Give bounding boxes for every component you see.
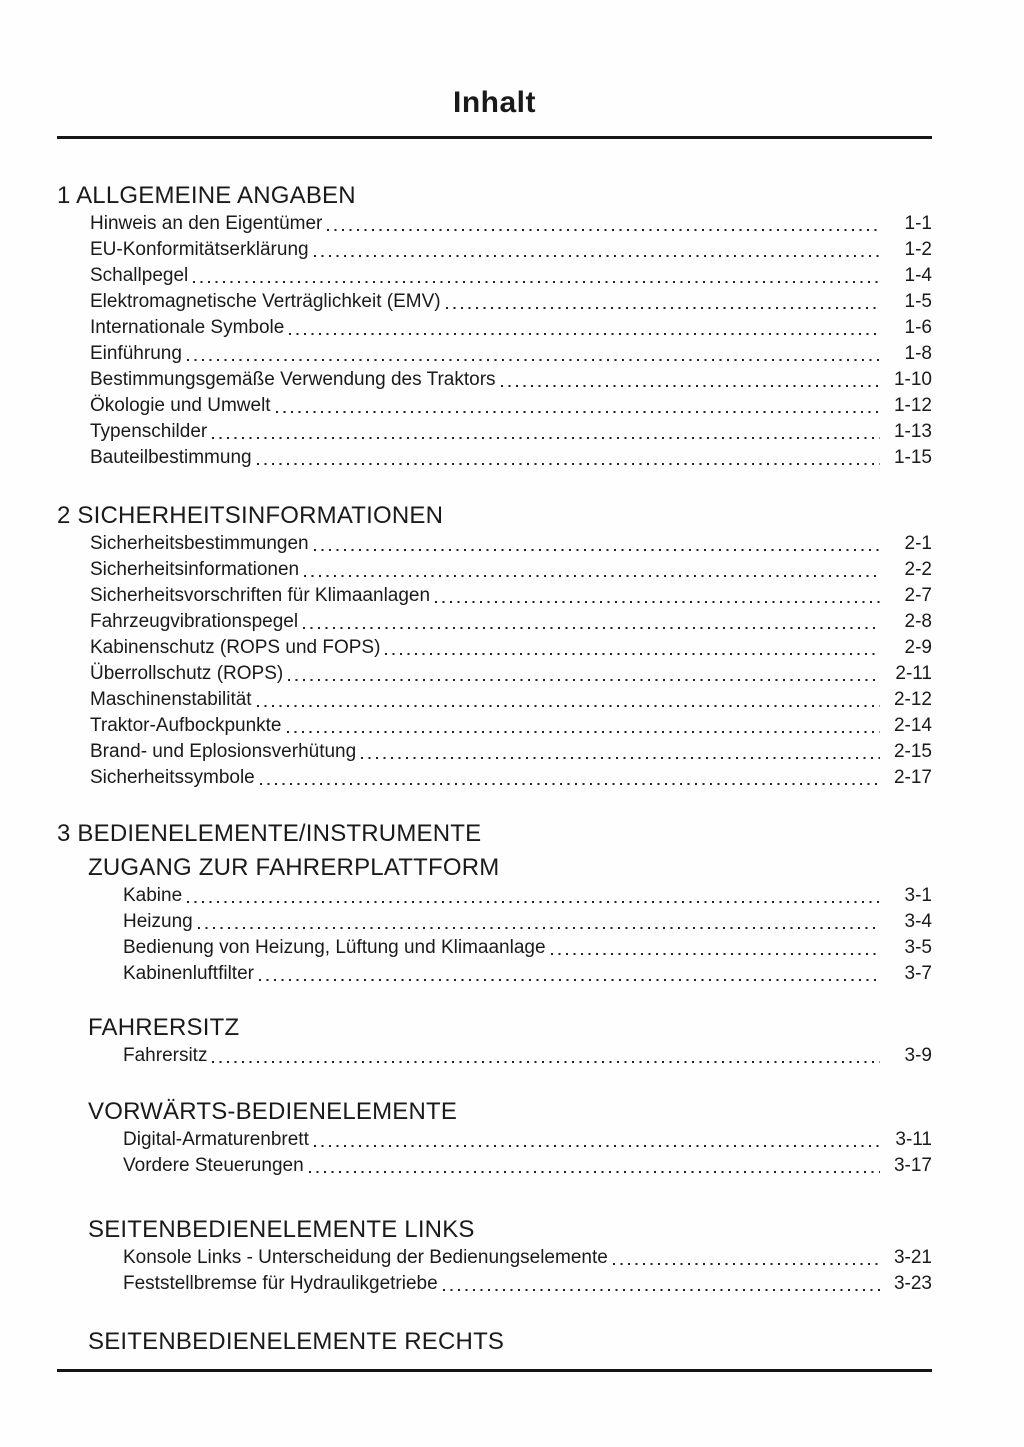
dot-leader [276, 411, 880, 413]
dot-leader [385, 653, 880, 655]
dot-leader [551, 953, 880, 955]
toc-entry [57, 557, 932, 583]
toc-entry-label: Hinweis an den Eigentümer [90, 213, 323, 234]
toc-entry [57, 263, 932, 289]
dot-leader [309, 1171, 880, 1173]
toc-section [57, 181, 932, 471]
dot-leader [314, 549, 880, 551]
toc-entry-label: Fahrzeugvibrationspegel [90, 611, 299, 632]
toc-entry-page: 3-11 [895, 1129, 932, 1150]
toc-entry-label: Sicherheitsinformationen [90, 559, 300, 580]
dot-leader [304, 575, 880, 577]
toc-entry-page: 1-4 [904, 265, 932, 286]
toc-entry-page: 3-5 [904, 937, 932, 958]
toc-entry [57, 583, 932, 609]
toc-entry-page: 2-15 [893, 741, 932, 762]
toc-entry [57, 393, 932, 419]
toc-entry-page: 3-9 [904, 1045, 932, 1066]
toc-entry-page: 2-12 [893, 689, 932, 710]
toc-entry [57, 289, 932, 315]
toc-entry-label: Schallpegel [90, 265, 189, 286]
dot-leader [260, 783, 880, 785]
page-title: Inhalt [453, 86, 536, 119]
toc-entry-label: Elektromagnetische Verträglichkeit (EMV) [90, 291, 441, 312]
section-heading: 3 BEDIENELEMENTE/INSTRUMENTE [57, 820, 482, 847]
toc-entry-page: 2-14 [893, 715, 932, 736]
toc-entry-label: Vordere Steuerungen [123, 1155, 304, 1176]
toc-entry-label: Internationale Symbole [90, 317, 285, 338]
toc-entry [57, 237, 932, 263]
dot-leader [443, 1289, 880, 1291]
toc-entry-label: Bauteilbestimmung [90, 447, 252, 468]
toc-entry-label: Digital-Armaturenbrett [123, 1129, 309, 1150]
toc-sections [57, 181, 932, 1357]
toc-entry [57, 713, 932, 739]
dot-leader [288, 679, 880, 681]
section-heading: SEITENBEDIENELEMENTE LINKS [88, 1216, 475, 1243]
toc-entry-label: Einführung [90, 343, 182, 364]
toc-entry-label: Sicherheitssymbole [90, 767, 255, 788]
toc-section [57, 1327, 932, 1357]
toc-entry-label: Sicherheitsvorschriften für Klimaanlagen [90, 585, 431, 606]
toc-entry-page: 3-21 [893, 1247, 932, 1268]
toc-entry-page: 2-8 [904, 611, 932, 632]
toc-entry-label: Kabinenluftfilter [123, 963, 254, 984]
section-heading: FAHRERSITZ [88, 1014, 240, 1041]
dot-leader [314, 1145, 880, 1147]
section-heading: 1 ALLGEMEINE ANGABEN [57, 182, 356, 209]
toc-entry-page: 2-1 [904, 533, 932, 554]
top-rule [57, 136, 932, 139]
toc-entry-page: 2-17 [893, 767, 932, 788]
toc-entry-label: Feststellbremse für Hydraulikgetriebe [123, 1273, 438, 1294]
dot-leader [187, 901, 880, 903]
toc-entry [57, 1271, 932, 1297]
toc-entry [57, 341, 932, 367]
toc-entry [57, 961, 932, 987]
toc-entry-page: 1-13 [893, 421, 932, 442]
toc-entry-page: 1-12 [893, 395, 932, 416]
toc-entry-label: Ökologie und Umwelt [90, 395, 271, 416]
section-heading: 2 SICHERHEITSINFORMATIONEN [57, 502, 444, 529]
toc-entry-page: 2-2 [904, 559, 932, 580]
toc-entry [57, 1245, 932, 1271]
toc-entry-label: Sicherheitsbestimmungen [90, 533, 309, 554]
dot-leader [327, 229, 880, 231]
toc-entry-label: Überrollschutz (ROPS) [90, 663, 284, 684]
toc-entry-page: 2-9 [904, 637, 932, 658]
toc-entry [57, 739, 932, 765]
toc-entry-label: Konsole Links - Unterscheidung der Bedienungselemente [123, 1247, 608, 1268]
toc-entry-label: Typenschilder [90, 421, 208, 442]
section-heading: VORWÄRTS-BEDIENELEMENTE [88, 1098, 458, 1125]
toc-entry [57, 661, 932, 687]
toc-entry [57, 445, 932, 471]
toc-section [57, 1013, 932, 1069]
toc-entry [57, 883, 932, 909]
toc-entry [57, 419, 932, 445]
toc-entry-label: Heizung [123, 911, 193, 932]
dot-leader [257, 463, 880, 465]
bottom-rule [57, 1369, 932, 1372]
toc-section [57, 501, 932, 791]
toc-entry-label: Brand- und Eplosionsverhütung [90, 741, 357, 762]
toc-entry-label: Bedienung von Heizung, Lüftung und Klimaanlage [123, 937, 546, 958]
toc-section [57, 819, 932, 849]
toc-entry-label: Kabinenschutz (ROPS und FOPS) [90, 637, 381, 658]
toc-entry-label: Maschinenstabilität [90, 689, 252, 710]
section-heading: SEITENBEDIENELEMENTE RECHTS [88, 1328, 505, 1355]
dot-leader [257, 705, 880, 707]
toc-entry [57, 635, 932, 661]
toc-entry [57, 609, 932, 635]
toc-entry-page: 2-7 [904, 585, 932, 606]
toc-entry-label: Kabine [123, 885, 183, 906]
section-heading: ZUGANG ZUR FAHRERPLATTFORM [88, 854, 500, 881]
toc-entry-page: 3-7 [904, 963, 932, 984]
dot-leader [303, 627, 880, 629]
toc-entry-label: Bestimmungsgemäße Verwendung des Traktors [90, 369, 496, 390]
dot-leader [193, 281, 880, 283]
dot-leader [187, 359, 880, 361]
dot-leader [613, 1263, 880, 1265]
toc-entry-page: 3-1 [904, 885, 932, 906]
toc-entry-page: 1-1 [904, 213, 932, 234]
toc-entry-page: 1-2 [904, 239, 932, 260]
toc-entry-page: 3-4 [904, 911, 932, 932]
toc-entry-page: 1-6 [904, 317, 932, 338]
toc-entry [57, 765, 932, 791]
toc-entry [57, 315, 932, 341]
toc-entry [57, 687, 932, 713]
toc-entry [57, 1043, 932, 1069]
toc-entry-page: 3-23 [893, 1273, 932, 1294]
toc-entry-page: 3-17 [893, 1155, 932, 1176]
toc-entry-page: 1-8 [904, 343, 932, 364]
toc-entry [57, 935, 932, 961]
dot-leader [435, 601, 880, 603]
toc-entry [57, 531, 932, 557]
dot-leader [259, 979, 880, 981]
dot-leader [361, 757, 880, 759]
toc-entry-label: EU-Konformitätserklärung [90, 239, 309, 260]
toc-entry [57, 1153, 932, 1179]
dot-leader [446, 307, 880, 309]
toc-entry-page: 1-5 [904, 291, 932, 312]
dot-leader [198, 927, 880, 929]
toc-entry-label: Fahrersitz [123, 1045, 208, 1066]
toc-entry [57, 367, 932, 393]
toc-entry-label: Traktor-Aufbockpunkte [90, 715, 282, 736]
toc-entry [57, 1127, 932, 1153]
toc-entry [57, 211, 932, 237]
dot-leader [287, 731, 881, 733]
dot-leader [501, 385, 880, 387]
dot-leader [289, 333, 880, 335]
toc-entry [57, 909, 932, 935]
dot-leader [212, 1061, 880, 1063]
toc-entry-page: 1-10 [893, 369, 932, 390]
dot-leader [212, 437, 880, 439]
toc-entry-page: 1-15 [893, 447, 932, 468]
toc-section [57, 1097, 932, 1179]
dot-leader [314, 255, 880, 257]
toc-entry-page: 2-11 [895, 663, 932, 684]
toc-section [57, 1215, 932, 1297]
toc-section [57, 853, 932, 987]
